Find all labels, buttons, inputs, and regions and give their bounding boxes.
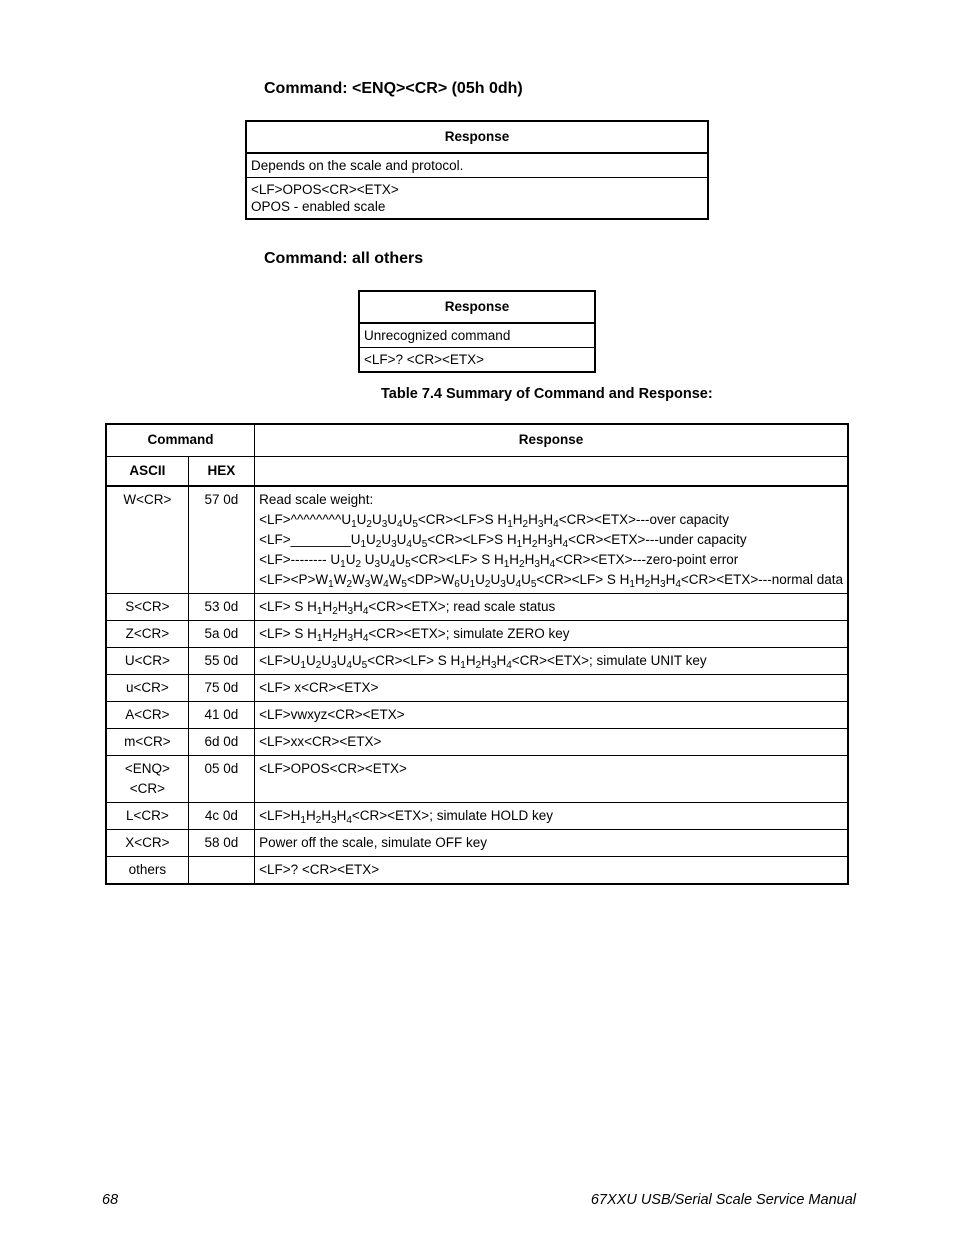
table-row: [106, 648, 848, 675]
response-line: $<LF>H_1H_2H_3H_4<CR><ETX>$; simulate HOLD key: [259, 808, 553, 826]
ascii-cell: L<CR>: [106, 803, 188, 830]
table-cell: <LF>? <CR><ETX>: [359, 348, 595, 373]
table-row: [246, 178, 708, 220]
response-cell: [255, 830, 848, 857]
table-row: [106, 621, 848, 648]
response-line: $<LF>U_1U_2U_3U_4U_5<CR><LF> S$ $H_1H_2H_3H_4<CR><ETX>$; simulate UNIT key: [259, 653, 707, 671]
table-row: [106, 594, 848, 621]
hex-cell: 57 0d: [188, 486, 254, 594]
response-line: <LF>-------- $U_1U_2$ $U_3U_4U_5<CR><LF> S$ $H_1H_2H_3H_4<CR><ETX>---zero$-point error: [259, 552, 739, 570]
response-cell: [255, 486, 848, 594]
hex-cell: 4c 0d: [188, 803, 254, 830]
hex-cell: [188, 857, 254, 885]
header-command: Command: [106, 424, 255, 457]
ascii-cell: m<CR>: [106, 729, 188, 756]
enq-response-table: [245, 120, 709, 220]
table-row: [106, 803, 848, 830]
ascii-cell: W<CR>: [106, 486, 188, 594]
ascii-cell: A<CR>: [106, 702, 188, 729]
response-line: <LF>? <CR><ETX>: [259, 862, 380, 877]
response-cell: [255, 675, 848, 702]
table-row: [106, 675, 848, 702]
hex-cell: 55 0d: [188, 648, 254, 675]
cell-line: <LF>OPOS<CR><ETX>: [251, 182, 399, 197]
table-header: Response: [359, 291, 595, 323]
response-line: <LF>vwxyz<CR><ETX>: [259, 707, 405, 722]
table-cell: Depends on the scale and protocol.: [246, 153, 708, 178]
response-line: $<LF>\^{}\^{}\^{}\^{}\^{}\^{}\^{}\^{}U_1U_2U_3U_4U_5<CR><LF>S$ $H_1H_2H_3H_4<CR><ETX>--$-over capacity: [259, 512, 729, 530]
table-row: [246, 153, 708, 178]
summary-table: [105, 423, 849, 885]
ascii-cell: others: [106, 857, 188, 885]
response-cell: [255, 857, 848, 885]
ascii-cell: Z<CR>: [106, 621, 188, 648]
hex-cell: 6d 0d: [188, 729, 254, 756]
response-cell: [255, 594, 848, 621]
response-line: <LF>xx<CR><ETX>: [259, 734, 382, 749]
table-header: Response: [246, 121, 708, 153]
hex-cell: 5a 0d: [188, 621, 254, 648]
cell-line: OPOS - enabled scale: [251, 199, 386, 214]
page-number: 68: [102, 1192, 119, 1208]
response-cell: [255, 648, 848, 675]
response-line: Power off the scale, simulate OFF key: [259, 835, 487, 850]
response-line: Read scale weight:: [259, 492, 374, 507]
response-line: <LF> S $H_1H_2H_3H_4<CR><ETX>$; read scale status: [259, 599, 556, 617]
section-heading-others: Command: all others: [264, 250, 424, 267]
table-caption: Table 7.4 Summary of Command and Response:: [381, 386, 713, 402]
table-row: [106, 830, 848, 857]
section-heading-enq: Command: <ENQ><CR> (05h 0dh): [264, 80, 523, 97]
table-row: [106, 756, 848, 803]
ascii-cell: <ENQ><CR>: [106, 756, 188, 803]
response-line: $<LF>\_\_\_\_\_\_\_\_U_1U_2U_3U_4U_5<CR><LF>S$ $H_1H_2H_3H_4<CR><ETX>--$-under capacity: [259, 532, 747, 550]
ascii-cell: S<CR>: [106, 594, 188, 621]
response-cell: [255, 621, 848, 648]
response-line: <LF>OPOS<CR><ETX>: [259, 761, 407, 776]
table-cell: Unrecognized command: [359, 323, 595, 348]
response-cell: [255, 756, 848, 803]
response-line: <LF> S $H_1H_2H_3H_4<CR><ETX>$; simulate ZERO key: [259, 626, 570, 644]
response-cell: [255, 803, 848, 830]
hex-cell: 41 0d: [188, 702, 254, 729]
summary-body: [106, 486, 848, 884]
table-row: [359, 323, 595, 348]
table-cell: [246, 178, 708, 220]
hex-cell: 05 0d: [188, 756, 254, 803]
hex-cell: 53 0d: [188, 594, 254, 621]
ascii-cell: u<CR>: [106, 675, 188, 702]
table-row: [106, 702, 848, 729]
header-hex: HEX: [188, 457, 254, 487]
hex-cell: 75 0d: [188, 675, 254, 702]
table-row: [359, 348, 595, 373]
hex-cell: 58 0d: [188, 830, 254, 857]
manual-title: 67XXU USB/Serial Scale Service Manual: [590, 1192, 856, 1208]
response-line: $<LF><P>W_1W_2W_3W_4W_5<DP>W_6U_1U_2U_3U_4U_5<CR><LF> S$ $H_1H_2H_3H_4<CR><ETX>--$-normal data: [259, 572, 843, 590]
response-line: <LF> x<CR><ETX>: [259, 680, 379, 695]
others-response-table: [358, 290, 596, 373]
table-row: [106, 729, 848, 756]
header-response: Response: [255, 424, 848, 457]
response-cell: [255, 729, 848, 756]
header-empty: [255, 457, 848, 487]
ascii-cell: U<CR>: [106, 648, 188, 675]
response-cell: [255, 702, 848, 729]
table-row: [106, 486, 848, 594]
header-ascii: ASCII: [106, 457, 188, 487]
table-row: [106, 857, 848, 885]
ascii-cell: X<CR>: [106, 830, 188, 857]
